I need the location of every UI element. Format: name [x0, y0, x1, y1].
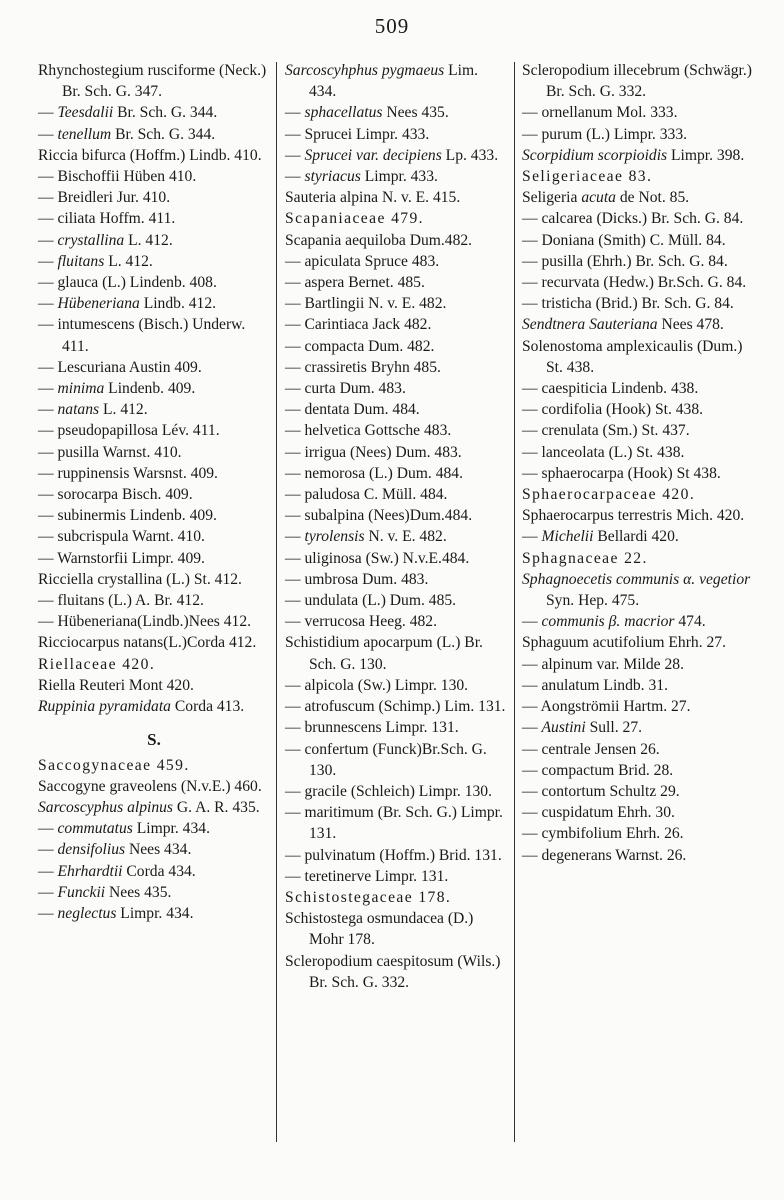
index-entry: — cordifolia (Hook) St. 438. [522, 401, 704, 419]
index-entry: — curta Dum. 483. [285, 380, 406, 398]
taxon-italic: Funckii [57, 883, 106, 901]
index-entry: — alpicola (Sw.) Limpr. 130. [285, 676, 469, 694]
taxon-italic: neglectus [57, 904, 117, 922]
index-entry: — communis β. macrior 474. [522, 613, 706, 631]
index-entry: Ricciocarpus natans(L.)Corda 412. [38, 634, 257, 652]
index-entry: Sendtnera Sauteriana Nees 478. [522, 316, 724, 334]
index-entry: — ornellanum Mol. 333. [522, 104, 678, 122]
index-column-3 [522, 60, 752, 866]
index-entry: — Michelii Bellardi 420. [522, 528, 679, 546]
index-entry: — Sprucei var. decipiens Lp. 433. [285, 146, 499, 164]
index-entry: Sarcoscyphus alpinus G. A. R. 435. [38, 798, 260, 816]
letter-heading: S. [147, 730, 161, 750]
index-entry: Seligeria acuta de Not. 85. [522, 189, 690, 207]
index-entry: Sarcoscyhphus pygmaeus Lim. 434. [285, 62, 479, 101]
taxon-italic: Scorpidium scorpioidis [522, 146, 668, 164]
index-entry: — Funckii Nees 435. [38, 883, 172, 901]
index-entry: — caespiticia Lindenb. 438. [522, 380, 699, 398]
index-entry: — maritimum (Br. Sch. G.) Limpr. 131. [285, 804, 503, 843]
index-entry: — fluitans (L.) A. Br. 412. [38, 592, 204, 610]
taxon-italic: tyrolensis [304, 528, 365, 546]
index-entry: Schistidium apocarpum (L.) Br. Sch. G. 130. [285, 634, 483, 673]
index-entry: Ruppinia pyramidata Corda 413. [38, 698, 245, 716]
index-entry: Scorpidium scorpioidis Limpr. 398. [522, 146, 745, 164]
taxon-italic: Hübeneriana [57, 295, 140, 313]
index-entry: — Doniana (Smith) C. Müll. 84. [522, 231, 726, 249]
index-entry: Sphagnaceae 22. [522, 549, 648, 567]
taxon-italic: Sendtnera Sauteriana [522, 316, 658, 334]
taxon-italic: Austini [541, 719, 586, 737]
taxon-italic: minima [57, 380, 105, 398]
index-column-1 [38, 60, 270, 924]
index-entry: Sauteria alpina N. v. E. 415. [285, 189, 461, 207]
taxon-italic: styriacus [304, 168, 361, 186]
index-entry: Scapaniaceae 479. [285, 210, 424, 228]
index-entry: — anulatum Lindb. 31. [522, 676, 668, 694]
index-entry: — uliginosa (Sw.) N.v.E.484. [285, 549, 470, 567]
index-entry: — Breidleri Jur. 410. [38, 189, 171, 207]
index-entry: — subalpina (Nees)Dum.484. [285, 507, 473, 525]
index-entry: Seligeriaceae 83. [522, 168, 653, 186]
taxon-italic: communis β. macrior [541, 613, 675, 631]
index-entry: Saccogynaceae 459. [38, 756, 190, 774]
index-entry: — Ehrhardtii Corda 434. [38, 862, 196, 880]
index-entry: — centrale Jensen 26. [522, 740, 660, 758]
index-entry: — cymbifolium Ehrh. 26. [522, 825, 684, 843]
index-entry: Riellaceae 420. [38, 655, 156, 673]
index-entry: — intumescens (Bisch.) Underw. 411. [38, 316, 246, 355]
index-entry: — contortum Schultz 29. [522, 782, 680, 800]
index-entry: Sphaerocarpaceae 420. [522, 486, 696, 504]
index-entry: — undulata (L.) Dum. 485. [285, 592, 457, 610]
index-entry: — Sprucei Limpr. 433. [285, 125, 430, 143]
index-entry: Scleropodium caespitosum (Wils.) Br. Sch. G. 332. [285, 952, 501, 991]
index-entry: Scapania aequiloba Dum.482. [285, 231, 473, 249]
index-entry: — calcarea (Dicks.) Br. Sch. G. 84. [522, 210, 744, 228]
index-entry: — Aongströmii Hartm. 27. [522, 698, 691, 716]
index-entry: — sorocarpa Bisch. 409. [38, 486, 193, 504]
index-entry: — crenulata (Sm.) St. 437. [522, 422, 690, 440]
column-divider [514, 62, 515, 1142]
taxon-italic: crystallina [57, 231, 125, 249]
index-entry: — paludosa C. Müll. 484. [285, 486, 448, 504]
index-entry: Solenostoma amplexicaulis (Dum.) St. 438. [522, 337, 743, 376]
index-entry: Sphaerocarpus terrestris Mich. 420. [522, 507, 745, 525]
index-entry: — compacta Dum. 482. [285, 337, 435, 355]
index-entry: — styriacus Limpr. 433. [285, 168, 438, 186]
taxon-italic: commutatus [57, 820, 133, 838]
taxon-italic: Teesdalii [57, 104, 114, 122]
index-entry: — degenerans Warnst. 26. [522, 846, 687, 864]
index-entry: — neglectus Limpr. 434. [38, 904, 194, 922]
index-entry: Sphagnoecetis communis α. vegetior Syn. Hep. 475. [522, 570, 751, 610]
index-entry: — natans L. 412. [38, 401, 148, 419]
index-entry: — dentata Dum. 484. [285, 401, 420, 419]
page-number: 509 [374, 14, 410, 38]
taxon-italic: Michelii [541, 528, 594, 546]
index-entry: — cuspidatum Ehrh. 30. [522, 804, 675, 822]
index-entry: — crystallina L. 412. [38, 231, 173, 249]
index-entry: — pulvinatum (Hoffm.) Brid. 131. [285, 846, 502, 864]
taxon-italic: Sarcoscyhphus pygmaeus [285, 62, 445, 79]
index-entry: — Warnstorfii Limpr. 409. [38, 549, 205, 567]
index-entry: — commutatus Limpr. 434. [38, 820, 210, 838]
index-entry: Saccogyne graveolens (N.v.E.) 460. [38, 777, 262, 795]
index-entry: — apiculata Spruce 483. [285, 252, 440, 270]
index-entry: — minima Lindenb. 409. [38, 380, 196, 398]
index-entry: — Lescuriana Austin 409. [38, 358, 202, 376]
index-entry: — teretinerve Limpr. 131. [285, 867, 449, 885]
taxon-italic: natans [57, 401, 100, 419]
index-entry: — pusilla (Ehrh.) Br. Sch. G. 84. [522, 252, 728, 270]
index-entry: — Hübeneriana Lindb. 412. [38, 295, 217, 313]
index-entry: Riccia bifurca (Hoffm.) Lindb. 410. [38, 146, 262, 164]
index-entry: — Carintiaca Jack 482. [285, 316, 432, 334]
index-entry: Scleropodium illecebrum (Schwägr.) Br. Sch. G. 332. [522, 62, 752, 101]
index-entry: — confertum (Funck)Br.Sch. G. 130. [285, 740, 487, 779]
index-entry: — Teesdalii Br. Sch. G. 344. [38, 104, 218, 122]
index-entry: — recurvata (Hedw.) Br.Sch. G. 84. [522, 274, 747, 292]
index-entry: — subinermis Lindenb. 409. [38, 507, 217, 525]
taxon-italic: tenellum [57, 125, 112, 143]
index-entry: — nemorosa (L.) Dum. 484. [285, 464, 464, 482]
index-entry: Ricciella crystallina (L.) St. 412. [38, 570, 242, 588]
index-entry: — alpinum var. Milde 28. [522, 655, 684, 673]
index-entry: — tyrolensis N. v. E. 482. [285, 528, 447, 546]
index-column-2 [285, 60, 509, 993]
index-entry: — pusilla Warnst. 410. [38, 443, 182, 461]
taxon-italic: Sarcoscyphus alpinus [38, 798, 173, 816]
index-entry: — lanceolata (L.) St. 438. [522, 443, 685, 461]
index-entry: — subcrispula Warnt. 410. [38, 528, 205, 546]
index-entry: Sphaguum acutifolium Ehrh. 27. [522, 634, 726, 652]
index-entry: — ciliata Hoffm. 411. [38, 210, 176, 228]
index-entry: — atrofuscum (Schimp.) Lim. 131. [285, 698, 506, 716]
index-entry: — brunnescens Limpr. 131. [285, 719, 459, 737]
taxon-italic: Sphagnoecetis communis α. vegetior [522, 570, 751, 588]
index-entry: — verrucosa Heeg. 482. [285, 613, 437, 631]
index-entry: — ruppinensis Warsnst. 409. [38, 464, 218, 482]
index-entry: — tenellum Br. Sch. G. 344. [38, 125, 216, 143]
index-entry: Riella Reuteri Mont 420. [38, 676, 194, 694]
taxon-italic: fluitans [57, 252, 105, 270]
index-entry: — tristicha (Brid.) Br. Sch. G. 84. [522, 295, 734, 313]
index-entry: — aspera Bernet. 485. [285, 274, 425, 292]
column-divider [276, 62, 277, 1142]
index-entry: — Hübeneriana(Lindb.)Nees 412. [38, 613, 252, 631]
index-entry: — pseudopapillosa Lév. 411. [38, 422, 220, 440]
index-entry: — umbrosa Dum. 483. [285, 570, 429, 588]
index-entry: Rhynchostegium rusciforme (Neck.) Br. Sch. G. 347. [38, 62, 267, 101]
taxon-italic: Ehrhardtii [57, 862, 123, 880]
index-entry: — sphacellatus Nees 435. [285, 104, 449, 122]
index-entry: — Bartlingii N. v. E. 482. [285, 295, 447, 313]
index-entry: — densifolius Nees 434. [38, 841, 192, 859]
index-entry: — sphaerocarpa (Hook) St 438. [522, 464, 721, 482]
taxon-italic: densifolius [57, 841, 126, 859]
index-entry: — purum (L.) Limpr. 333. [522, 125, 688, 143]
index-entry: — fluitans L. 412. [38, 252, 153, 270]
index-entry: — helvetica Gottsche 483. [285, 422, 452, 440]
taxon-italic: Sprucei var. decipiens [304, 146, 442, 164]
index-entry: — compactum Brid. 28. [522, 761, 674, 779]
index-entry: Schistostegaceae 178. [285, 888, 452, 906]
index-entry: — irrigua (Nees) Dum. 483. [285, 443, 462, 461]
index-entry: — Austini Sull. 27. [522, 719, 643, 737]
index-entry: — Bischoffii Hüben 410. [38, 168, 197, 186]
index-entry: — crassiretis Bryhn 485. [285, 358, 441, 376]
taxon-italic: Ruppinia pyramidata [38, 698, 171, 716]
index-entry: — glauca (L.) Lindenb. 408. [38, 274, 217, 292]
index-entry: — gracile (Schleich) Limpr. 130. [285, 782, 492, 800]
taxon-italic: sphacellatus [304, 104, 383, 122]
index-entry: Schistostega osmundacea (D.) Mohr 178. [285, 910, 474, 949]
taxon-italic: acuta [581, 189, 616, 207]
